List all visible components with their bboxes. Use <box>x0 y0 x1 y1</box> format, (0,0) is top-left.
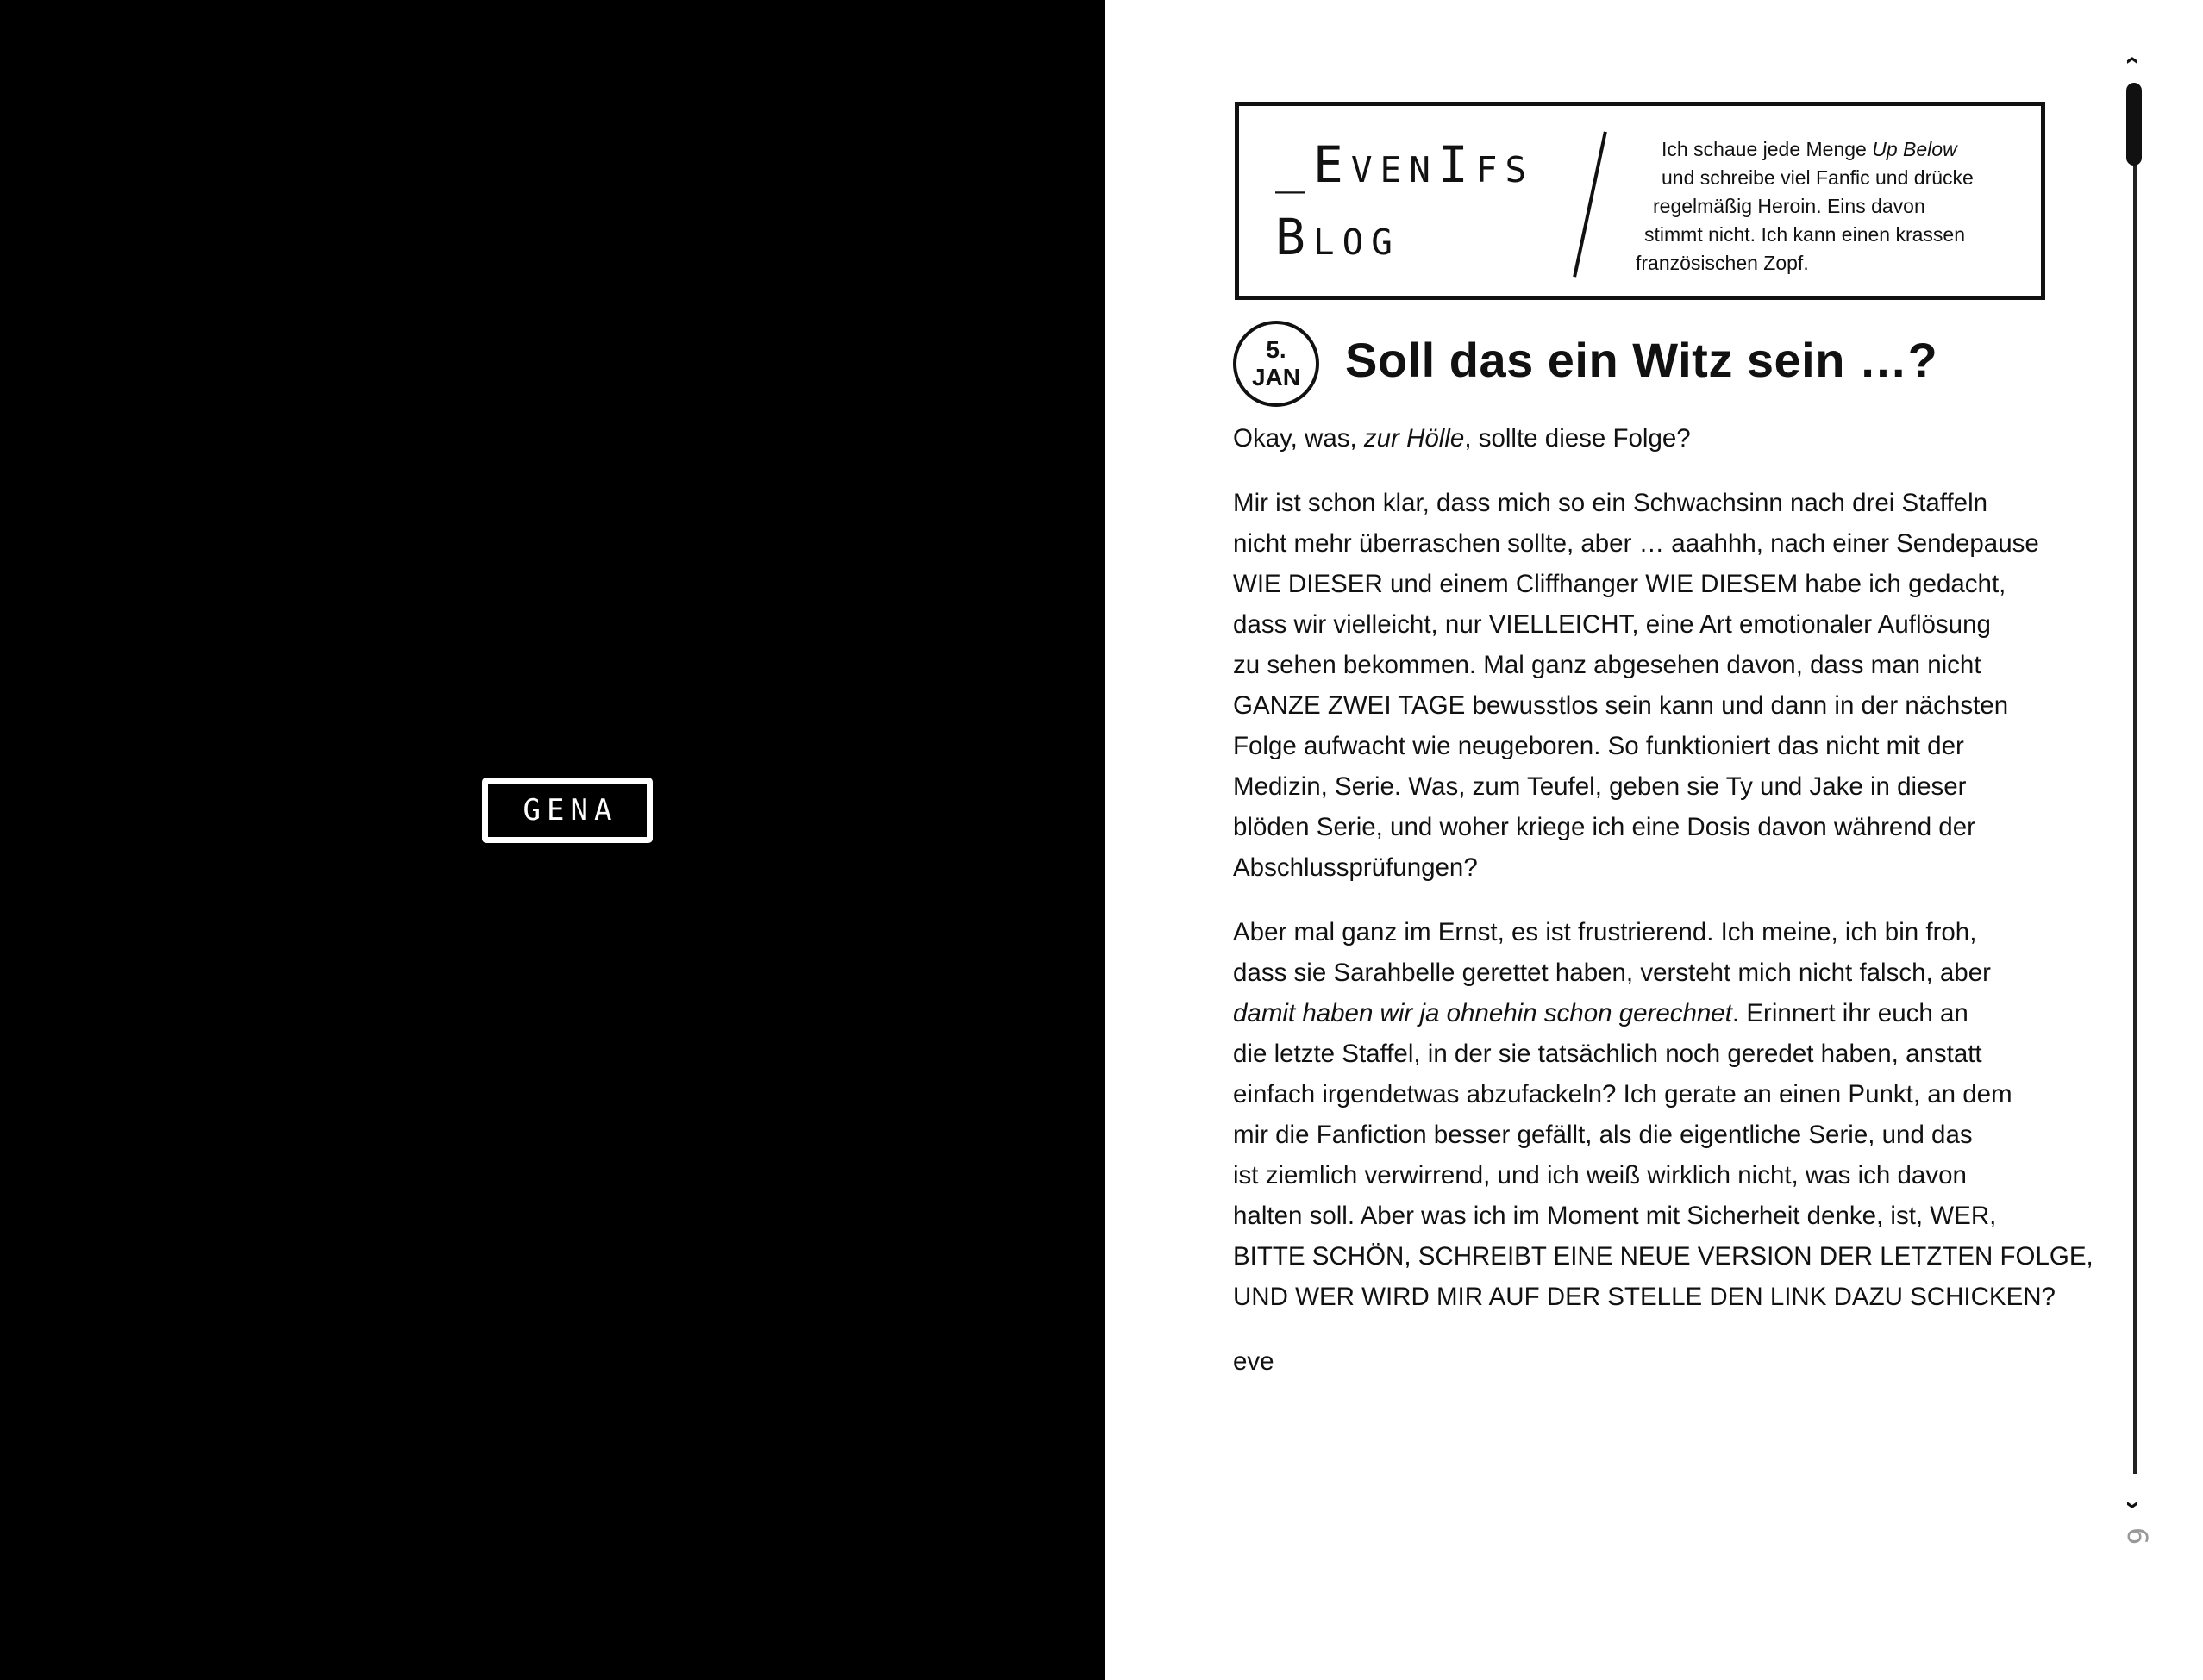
chevron-down-icon[interactable]: › <box>2119 1501 2148 1509</box>
paragraph-2-line: nicht mehr überraschen sollte, aber … aaahhh, nach einer Sendepause <box>1233 529 2039 558</box>
paragraph-1: Okay, was, zur Hölle, sollte diese Folge? <box>1233 424 1691 453</box>
paragraph-2-line: Folge aufwacht wie neugeboren. So funktioniert das nicht mit der <box>1233 732 1964 760</box>
paragraph-3-line: damit haben wir ja ohnehin schon gerechnet. Erinnert ihr euch an <box>1233 999 1968 1027</box>
blog-title <box>1275 128 1586 273</box>
paragraph-2-line: Medizin, Serie. Was, zum Teufel, geben sie Ty und Jake in dieser <box>1233 772 1967 801</box>
paragraph-3-line: dass sie Sarahbelle gerettet haben, versteht mich nicht falsch, aber <box>1233 959 1991 987</box>
paragraph-3-line: BITTE SCHÖN, SCHREIBT EINE NEUE VERSION DER LETZTEN FOLGE, <box>1233 1242 2093 1271</box>
scroll-thumb[interactable] <box>2126 83 2142 166</box>
post-title: Soll das ein Witz sein …? <box>1345 333 1938 387</box>
post-body <box>1233 418 2093 1406</box>
desc-line-4: stimmt nicht. Ich kann einen krassen <box>1644 223 1965 246</box>
paragraph-3-line: ist ziemlich verwirrend, und ich weiß wirklich nicht, was ich davon <box>1233 1161 1967 1190</box>
paragraph-2-line: Abschlussprüfungen? <box>1233 853 1478 882</box>
blog-header <box>1235 102 2045 300</box>
blog-description <box>1636 135 2024 278</box>
paragraph-2-line: WIE DIESER und einem Cliffhanger WIE DIESEM habe ich gedacht, <box>1233 570 2006 598</box>
post-date-badge <box>1233 321 1319 407</box>
paragraph-3 <box>1233 912 2093 1317</box>
paragraph-3-line: einfach irgendetwas abzufackeln? Ich gerate an einen Punkt, an dem <box>1233 1080 2012 1109</box>
desc-line-3: regelmäßig Heroin. Eins davon <box>1653 195 1925 217</box>
post-signature: eve <box>1233 1347 1274 1376</box>
scroll-track[interactable] <box>2133 86 2137 1474</box>
paragraph-3-line: UND WER WIRD MIR AUF DER STELLE DEN LINK DAZU SCHICKEN? <box>1233 1283 2056 1311</box>
paragraph-2-line: dass wir vielleicht, nur VIELLEICHT, eine Art emotionaler Auflösung <box>1233 610 1991 639</box>
paragraph-2-line: GANZE ZWEI TAGE bewusstlos sein kann und dann in der nächsten <box>1233 691 2009 720</box>
paragraph-2-line: Mir ist schon klar, dass mich so ein Schwachsinn nach drei Staffeln <box>1233 489 1988 517</box>
post-date-day: 5. <box>1266 336 1286 363</box>
chapter-label: GENA <box>482 778 653 843</box>
paragraph-3-line: Aber mal ganz im Ernst, es ist frustrierend. Ich meine, ich bin froh, <box>1233 918 1977 946</box>
paragraph-3-line: die letzte Staffel, in der sie tatsächlich noch geredet haben, anstatt <box>1233 1040 1982 1068</box>
paragraph-3-line: halten soll. Aber was ich im Moment mit Sicherheit denke, ist, WER, <box>1233 1202 1997 1230</box>
paragraph-2-line: blöden Serie, und woher kriege ich eine Dosis davon während der <box>1233 813 1975 841</box>
paragraph-3-line: mir die Fanfiction besser gefällt, als die eigentliche Serie, und das <box>1233 1121 1973 1149</box>
post-date-month: JAN <box>1251 364 1300 390</box>
paragraph-2-line: zu sehen bekommen. Mal ganz abgesehen davon, dass man nicht <box>1233 651 1981 679</box>
chevron-up-icon[interactable]: ‹ <box>2119 56 2148 65</box>
blog-title-line2: Blog <box>1275 208 1400 266</box>
paragraph-2 <box>1233 483 2061 888</box>
blog-title-line1: _EvenIfs <box>1275 135 1535 194</box>
desc-line-1: Ich schaue jede Menge Up Below <box>1662 138 1957 160</box>
desc-line-5: französischen Zopf. <box>1636 252 1809 274</box>
page-number: 6 <box>2121 1527 2154 1546</box>
desc-line-2: und schreibe viel Fanfic und drücke <box>1662 166 1974 189</box>
